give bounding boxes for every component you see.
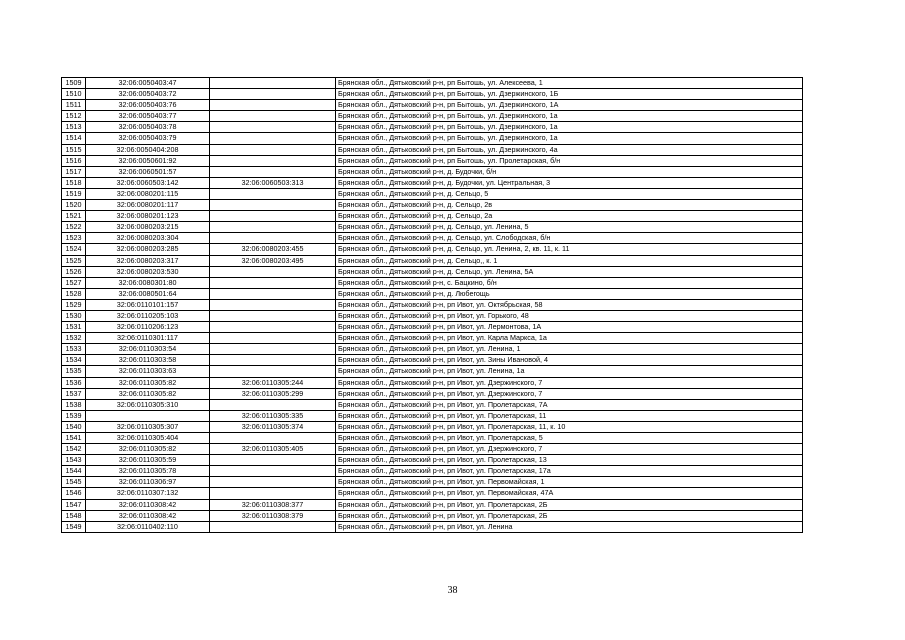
row-number-cell: 1528 <box>62 288 86 299</box>
table-row <box>62 288 803 299</box>
table-row <box>62 466 803 477</box>
table-row <box>62 444 803 455</box>
linked-cadastral-number-cell: 32:06:0110305:244 <box>210 377 336 388</box>
row-number-cell: 1519 <box>62 188 86 199</box>
row-number-cell: 1547 <box>62 499 86 510</box>
linked-cadastral-number-cell <box>210 455 336 466</box>
linked-cadastral-number-cell <box>210 188 336 199</box>
table-row <box>62 277 803 288</box>
table-row <box>62 133 803 144</box>
linked-cadastral-number-cell <box>210 399 336 410</box>
address-cell: Брянская обл., Дятьковский р-н, рп Бытошь, ул. Дзержинского, 1А <box>336 100 803 111</box>
cadastral-number-cell: 32:06:0110303:54 <box>86 344 210 355</box>
address-cell: Брянская обл., Дятьковский р-н, д. Сельцо, ул. Ленина, 5 <box>336 222 803 233</box>
table-row <box>62 144 803 155</box>
linked-cadastral-number-cell <box>210 488 336 499</box>
address-cell: Брянская обл., Дятьковский р-н, рп Ивот, ул. Пролетарская, 5 <box>336 433 803 444</box>
linked-cadastral-number-cell <box>210 344 336 355</box>
cadastral-number-cell: 32:06:0080203:317 <box>86 255 210 266</box>
cadastral-number-cell: 32:06:0080203:215 <box>86 222 210 233</box>
table-row <box>62 211 803 222</box>
address-cell: Брянская обл., Дятьковский р-н, рп Бытошь, ул. Дзержинского, 1а <box>336 133 803 144</box>
row-number-cell: 1515 <box>62 144 86 155</box>
linked-cadastral-number-cell <box>210 89 336 100</box>
row-number-cell: 1542 <box>62 444 86 455</box>
cadastral-number-cell: 32:06:0110305:78 <box>86 466 210 477</box>
linked-cadastral-number-cell <box>210 433 336 444</box>
row-number-cell: 1545 <box>62 477 86 488</box>
row-number-cell: 1522 <box>62 222 86 233</box>
table-row <box>62 455 803 466</box>
row-number-cell: 1536 <box>62 377 86 388</box>
linked-cadastral-number-cell: 32:06:0110305:335 <box>210 410 336 421</box>
cadastral-number-cell: 32:06:0080501:64 <box>86 288 210 299</box>
address-cell: Брянская обл., Дятьковский р-н, рп Ивот, ул. Горького, 48 <box>336 310 803 321</box>
address-cell: Брянская обл., Дятьковский р-н, рп Ивот, ул. Первомайская, 1 <box>336 477 803 488</box>
table-row <box>62 310 803 321</box>
table-row <box>62 166 803 177</box>
linked-cadastral-number-cell <box>210 333 336 344</box>
cadastral-number-cell: 32:06:0080201:123 <box>86 211 210 222</box>
address-cell: Брянская обл., Дятьковский р-н, д. Сельцо, ул. Слободская, б/н <box>336 233 803 244</box>
linked-cadastral-number-cell <box>210 355 336 366</box>
address-cell: Брянская обл., Дятьковский р-н, рп Ивот, ул. Лермонтова, 1А <box>336 322 803 333</box>
table-row <box>62 521 803 532</box>
table-row <box>62 355 803 366</box>
address-cell: Брянская обл., Дятьковский р-н, рп Бытошь, ул. Пролетарская, б/н <box>336 155 803 166</box>
table-row <box>62 333 803 344</box>
table-row <box>62 488 803 499</box>
address-cell: Брянская обл., Дятьковский р-н, рп Ивот, ул. Пролетарская, 11 <box>336 410 803 421</box>
table-row <box>62 233 803 244</box>
table-row <box>62 188 803 199</box>
table-row <box>62 499 803 510</box>
row-number-cell: 1526 <box>62 266 86 277</box>
address-cell: Брянская обл., Дятьковский р-н, рп Ивот, ул. Зины Ивановой, 4 <box>336 355 803 366</box>
table-row <box>62 388 803 399</box>
linked-cadastral-number-cell <box>210 477 336 488</box>
row-number-cell: 1512 <box>62 111 86 122</box>
row-number-cell: 1548 <box>62 510 86 521</box>
table-row <box>62 122 803 133</box>
linked-cadastral-number-cell <box>210 288 336 299</box>
linked-cadastral-number-cell <box>210 133 336 144</box>
address-cell: Брянская обл., Дятьковский р-н, рп Ивот, ул. Октябрьская, 58 <box>336 299 803 310</box>
cadastral-number-cell: 32:06:0050403:47 <box>86 78 210 89</box>
address-cell: Брянская обл., Дятьковский р-н, д. Сельцо, 2а <box>336 211 803 222</box>
linked-cadastral-number-cell: 32:06:0110305:405 <box>210 444 336 455</box>
cadastral-number-cell: 32:06:0050404:208 <box>86 144 210 155</box>
cadastral-number-cell: 32:06:0060503:142 <box>86 177 210 188</box>
row-number-cell: 1521 <box>62 211 86 222</box>
address-cell: Брянская обл., Дятьковский р-н, д. Сельцо, ул. Ленина, 2, кв. 11, к. 11 <box>336 244 803 255</box>
linked-cadastral-number-cell <box>210 200 336 211</box>
cadastral-number-cell: 32:06:0110402:110 <box>86 521 210 532</box>
linked-cadastral-number-cell: 32:06:0110308:377 <box>210 499 336 510</box>
row-number-cell: 1518 <box>62 177 86 188</box>
address-cell: Брянская обл., Дятьковский р-н, рп Ивот, ул. Пролетарская, 7А <box>336 399 803 410</box>
cadastral-number-cell: 32:06:0110301:117 <box>86 333 210 344</box>
table-row <box>62 89 803 100</box>
address-cell: Брянская обл., Дятьковский р-н, д. Любегощь <box>336 288 803 299</box>
row-number-cell: 1530 <box>62 310 86 321</box>
table-row <box>62 510 803 521</box>
linked-cadastral-number-cell: 32:06:0110305:374 <box>210 421 336 432</box>
address-cell: Брянская обл., Дятьковский р-н, рп Ивот, ул. Пролетарская, 13 <box>336 455 803 466</box>
table-row <box>62 266 803 277</box>
row-number-cell: 1520 <box>62 200 86 211</box>
linked-cadastral-number-cell <box>210 211 336 222</box>
address-cell: Брянская обл., Дятьковский р-н, д. Сельцо, 5 <box>336 188 803 199</box>
row-number-cell: 1513 <box>62 122 86 133</box>
table-row <box>62 477 803 488</box>
cadastral-number-cell: 32:06:0110305:310 <box>86 399 210 410</box>
address-cell: Брянская обл., Дятьковский р-н, рп Ивот, ул. Пролетарская, 2Б <box>336 510 803 521</box>
cadastral-number-cell <box>86 410 210 421</box>
row-number-cell: 1510 <box>62 89 86 100</box>
table-row <box>62 200 803 211</box>
linked-cadastral-number-cell <box>210 100 336 111</box>
address-cell: Брянская обл., Дятьковский р-н, рп Ивот, ул. Ленина <box>336 521 803 532</box>
linked-cadastral-number-cell <box>210 366 336 377</box>
address-cell: Брянская обл., Дятьковский р-н, рп Бытошь, ул. Дзержинского, 1Б <box>336 89 803 100</box>
cadastral-number-cell: 32:06:0110101:157 <box>86 299 210 310</box>
cadastral-number-cell: 32:06:0110307:132 <box>86 488 210 499</box>
linked-cadastral-number-cell <box>210 233 336 244</box>
linked-cadastral-number-cell <box>210 322 336 333</box>
row-number-cell: 1525 <box>62 255 86 266</box>
registry-table <box>61 77 803 533</box>
linked-cadastral-number-cell <box>210 277 336 288</box>
row-number-cell: 1540 <box>62 421 86 432</box>
table-row <box>62 366 803 377</box>
table-row <box>62 177 803 188</box>
row-number-cell: 1517 <box>62 166 86 177</box>
linked-cadastral-number-cell <box>210 222 336 233</box>
address-cell: Брянская обл., Дятьковский р-н, рп Ивот, ул. Дзержинского, 7 <box>336 444 803 455</box>
row-number-cell: 1516 <box>62 155 86 166</box>
address-cell: Брянская обл., Дятьковский р-н, рп Ивот, ул. Карла Маркса, 1а <box>336 333 803 344</box>
cadastral-number-cell: 32:06:0050403:76 <box>86 100 210 111</box>
cadastral-number-cell: 32:06:0110308:42 <box>86 499 210 510</box>
cadastral-number-cell: 32:06:0110205:103 <box>86 310 210 321</box>
table-row <box>62 78 803 89</box>
cadastral-number-cell: 32:06:0060501:57 <box>86 166 210 177</box>
cadastral-number-cell: 32:06:0050601:92 <box>86 155 210 166</box>
row-number-cell: 1549 <box>62 521 86 532</box>
table-row <box>62 155 803 166</box>
row-number-cell: 1523 <box>62 233 86 244</box>
row-number-cell: 1539 <box>62 410 86 421</box>
linked-cadastral-number-cell: 32:06:0080203:455 <box>210 244 336 255</box>
table-row <box>62 299 803 310</box>
cadastral-number-cell: 32:06:0110206:123 <box>86 322 210 333</box>
cadastral-number-cell: 32:06:0110306:97 <box>86 477 210 488</box>
linked-cadastral-number-cell <box>210 78 336 89</box>
address-cell: Брянская обл., Дятьковский р-н, рп Ивот, ул. Пролетарская, 17а <box>336 466 803 477</box>
row-number-cell: 1533 <box>62 344 86 355</box>
row-number-cell: 1541 <box>62 433 86 444</box>
address-cell: Брянская обл., Дятьковский р-н, рп Ивот, ул. Ленина, 1а <box>336 366 803 377</box>
cadastral-number-cell: 32:06:0080201:115 <box>86 188 210 199</box>
cadastral-number-cell: 32:06:0110305:404 <box>86 433 210 444</box>
page-number: 38 <box>447 585 458 596</box>
cadastral-number-cell: 32:06:0080203:530 <box>86 266 210 277</box>
cadastral-number-cell: 32:06:0110305:82 <box>86 377 210 388</box>
row-number-cell: 1511 <box>62 100 86 111</box>
address-cell: Брянская обл., Дятьковский р-н, рп Бытошь, ул. Дзержинского, 1а <box>336 122 803 133</box>
address-cell: Брянская обл., Дятьковский р-н, рп Ивот, ул. Первомайская, 47А <box>336 488 803 499</box>
linked-cadastral-number-cell <box>210 166 336 177</box>
address-cell: Брянская обл., Дятьковский р-н, рп Ивот, ул. Дзержинского, 7 <box>336 377 803 388</box>
table-row <box>62 255 803 266</box>
cadastral-number-cell: 32:06:0080301:80 <box>86 277 210 288</box>
address-cell: Брянская обл., Дятьковский р-н, д. Сельцо, 2в <box>336 200 803 211</box>
linked-cadastral-number-cell: 32:06:0080203:495 <box>210 255 336 266</box>
address-cell: Брянская обл., Дятьковский р-н, д. Сельцо, ул. Ленина, 5А <box>336 266 803 277</box>
address-cell: Брянская обл., Дятьковский р-н, рп Ивот, ул. Пролетарская, 2Б <box>336 499 803 510</box>
address-cell: Брянская обл., Дятьковский р-н, рп Бытошь, ул. Дзержинского, 1а <box>336 111 803 122</box>
linked-cadastral-number-cell <box>210 466 336 477</box>
cadastral-number-cell: 32:06:0050403:77 <box>86 111 210 122</box>
cadastral-number-cell: 32:06:0050403:79 <box>86 133 210 144</box>
address-cell: Брянская обл., Дятьковский р-н, рп Ивот, ул. Дзержинского, 7 <box>336 388 803 399</box>
row-number-cell: 1537 <box>62 388 86 399</box>
linked-cadastral-number-cell: 32:06:0060503:313 <box>210 177 336 188</box>
cadastral-number-cell: 32:06:0110305:82 <box>86 388 210 399</box>
cadastral-number-cell: 32:06:0080201:117 <box>86 200 210 211</box>
table-row <box>62 244 803 255</box>
linked-cadastral-number-cell: 32:06:0110305:299 <box>210 388 336 399</box>
table-row <box>62 322 803 333</box>
table-row <box>62 100 803 111</box>
linked-cadastral-number-cell: 32:06:0110308:379 <box>210 510 336 521</box>
row-number-cell: 1527 <box>62 277 86 288</box>
cadastral-number-cell: 32:06:0110303:58 <box>86 355 210 366</box>
row-number-cell: 1514 <box>62 133 86 144</box>
row-number-cell: 1529 <box>62 299 86 310</box>
row-number-cell: 1535 <box>62 366 86 377</box>
address-cell: Брянская обл., Дятьковский р-н, рп Бытошь, ул. Дзержинского, 4а <box>336 144 803 155</box>
cadastral-number-cell: 32:06:0050403:72 <box>86 89 210 100</box>
address-cell: Брянская обл., Дятьковский р-н, д. Сельцо,, к. 1 <box>336 255 803 266</box>
linked-cadastral-number-cell <box>210 521 336 532</box>
cadastral-number-cell: 32:06:0110308:42 <box>86 510 210 521</box>
address-cell: Брянская обл., Дятьковский р-н, рп Ивот, ул. Ленина, 1 <box>336 344 803 355</box>
table-row <box>62 399 803 410</box>
row-number-cell: 1544 <box>62 466 86 477</box>
address-cell: Брянская обл., Дятьковский р-н, с. Бацкино, б/н <box>336 277 803 288</box>
cadastral-number-cell: 32:06:0050403:78 <box>86 122 210 133</box>
registry-table-body <box>62 78 803 533</box>
address-cell: Брянская обл., Дятьковский р-н, д. Будочки, ул. Центральная, 3 <box>336 177 803 188</box>
row-number-cell: 1524 <box>62 244 86 255</box>
row-number-cell: 1543 <box>62 455 86 466</box>
linked-cadastral-number-cell <box>210 122 336 133</box>
row-number-cell: 1532 <box>62 333 86 344</box>
linked-cadastral-number-cell <box>210 299 336 310</box>
cadastral-number-cell: 32:06:0110303:63 <box>86 366 210 377</box>
linked-cadastral-number-cell <box>210 155 336 166</box>
cadastral-number-cell: 32:06:0110305:307 <box>86 421 210 432</box>
linked-cadastral-number-cell <box>210 111 336 122</box>
linked-cadastral-number-cell <box>210 266 336 277</box>
row-number-cell: 1546 <box>62 488 86 499</box>
table-row <box>62 377 803 388</box>
row-number-cell: 1538 <box>62 399 86 410</box>
table-row <box>62 433 803 444</box>
row-number-cell: 1509 <box>62 78 86 89</box>
cadastral-number-cell: 32:06:0080203:304 <box>86 233 210 244</box>
cadastral-number-cell: 32:06:0110305:82 <box>86 444 210 455</box>
table-row <box>62 222 803 233</box>
address-cell: Брянская обл., Дятьковский р-н, рп Бытошь, ул. Алексеева, 1 <box>336 78 803 89</box>
cadastral-number-cell: 32:06:0110305:59 <box>86 455 210 466</box>
linked-cadastral-number-cell <box>210 310 336 321</box>
linked-cadastral-number-cell <box>210 144 336 155</box>
address-cell: Брянская обл., Дятьковский р-н, рп Ивот, ул. Пролетарская, 11, к. 10 <box>336 421 803 432</box>
row-number-cell: 1531 <box>62 322 86 333</box>
table-row <box>62 410 803 421</box>
address-cell: Брянская обл., Дятьковский р-н, д. Будочки, б/н <box>336 166 803 177</box>
row-number-cell: 1534 <box>62 355 86 366</box>
table-row <box>62 421 803 432</box>
cadastral-number-cell: 32:06:0080203:285 <box>86 244 210 255</box>
table-row <box>62 111 803 122</box>
table-row <box>62 344 803 355</box>
